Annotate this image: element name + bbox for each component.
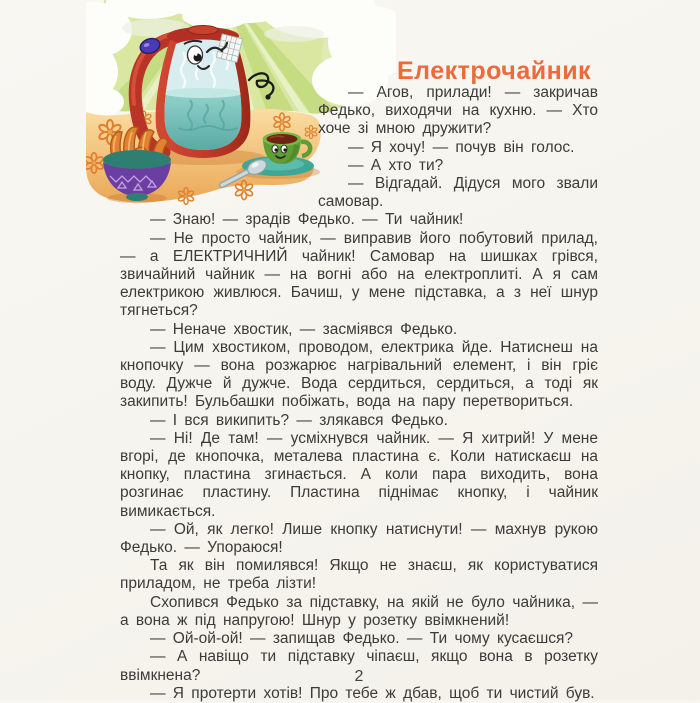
story-paragraph: — І вся википить? — злякався Федько.	[150, 411, 448, 429]
story-paragraph: — А хто ти?	[348, 156, 444, 174]
story-paragraph: — Знаю! — зрадів Федько. — Ти чайник!	[150, 211, 464, 229]
story-paragraph: — Ой, як легко! Лише кнопку натиснути! — махнув рукою Федько. — Упораюся!	[120, 520, 598, 557]
story-paragraph: Та як він помилявся! Якщо не знаєш, як користуватися приладом, не треба лізти!	[120, 557, 598, 593]
story-paragraph: — Неначе хвостик, — засміявся Федько.	[150, 320, 458, 338]
story-paragraph: — Я протерти хотів! Про тебе ж дбав, щоб ти чистий був.	[150, 684, 595, 702]
story-paragraph: — Ні! Де там! — усміхнувся чайник. — Я хитрий! У мене вгорі, де кнопочка, металева пластина є. Коли натискаєш на кнопку, пластина згинається. А коли пара виходить, вона розгинає пластину. Пластина піднімає кнопку, і чайник вимикається.	[120, 429, 598, 520]
story-text	[120, 84, 598, 703]
story-paragraph: — Ой-ой-ой! — запищав Федько. — Ти чому кусаєшся?	[150, 630, 574, 648]
story-paragraph: — Відгадай. Дідуся мого звали самовар.	[318, 175, 598, 211]
story-paragraph: — Не просто чайник, — виправив його побутовий прилад, — а ЕЛЕКТРИЧНИЙ чайник! Самовар на шишках грівся, звичайний чайник — на вогні або на електроплиті. А я сам електрикою живлюся. Бачиш, у мене підставка, а з неї шнур тягнеться?	[120, 229, 598, 320]
illustration-spacer	[120, 84, 318, 211]
story-paragraph: Схопився Федько за підставку, на якій не було чайника, — а вона ж під напругою! Шнур у розетку ввімкнений!	[120, 593, 598, 629]
story-paragraph: — А навіщо ти підставку чіпаєш, якщо вона в розетку ввімкнена?	[120, 648, 598, 684]
story-paragraph: — Цим хвостиком, проводом, електрика йде. Натиснеш на кнопочку — вона розжарює нагрівальний елемент, і він гріє воду. Дужче й дужче. Вода сердиться, сердиться, а тоді як закипить! Бульбашки побіжать, вода на пару перетвориться.	[120, 338, 598, 411]
story-paragraph: — Агов, прилади! — закричав Федько, виходячи на кухню. — Хто хоче зі мною дружити?	[318, 84, 598, 138]
story-title: Електрочайник	[397, 56, 592, 85]
page-number: 2	[354, 668, 364, 685]
story-paragraph: — Я хочу! — почув він голос.	[348, 138, 575, 156]
